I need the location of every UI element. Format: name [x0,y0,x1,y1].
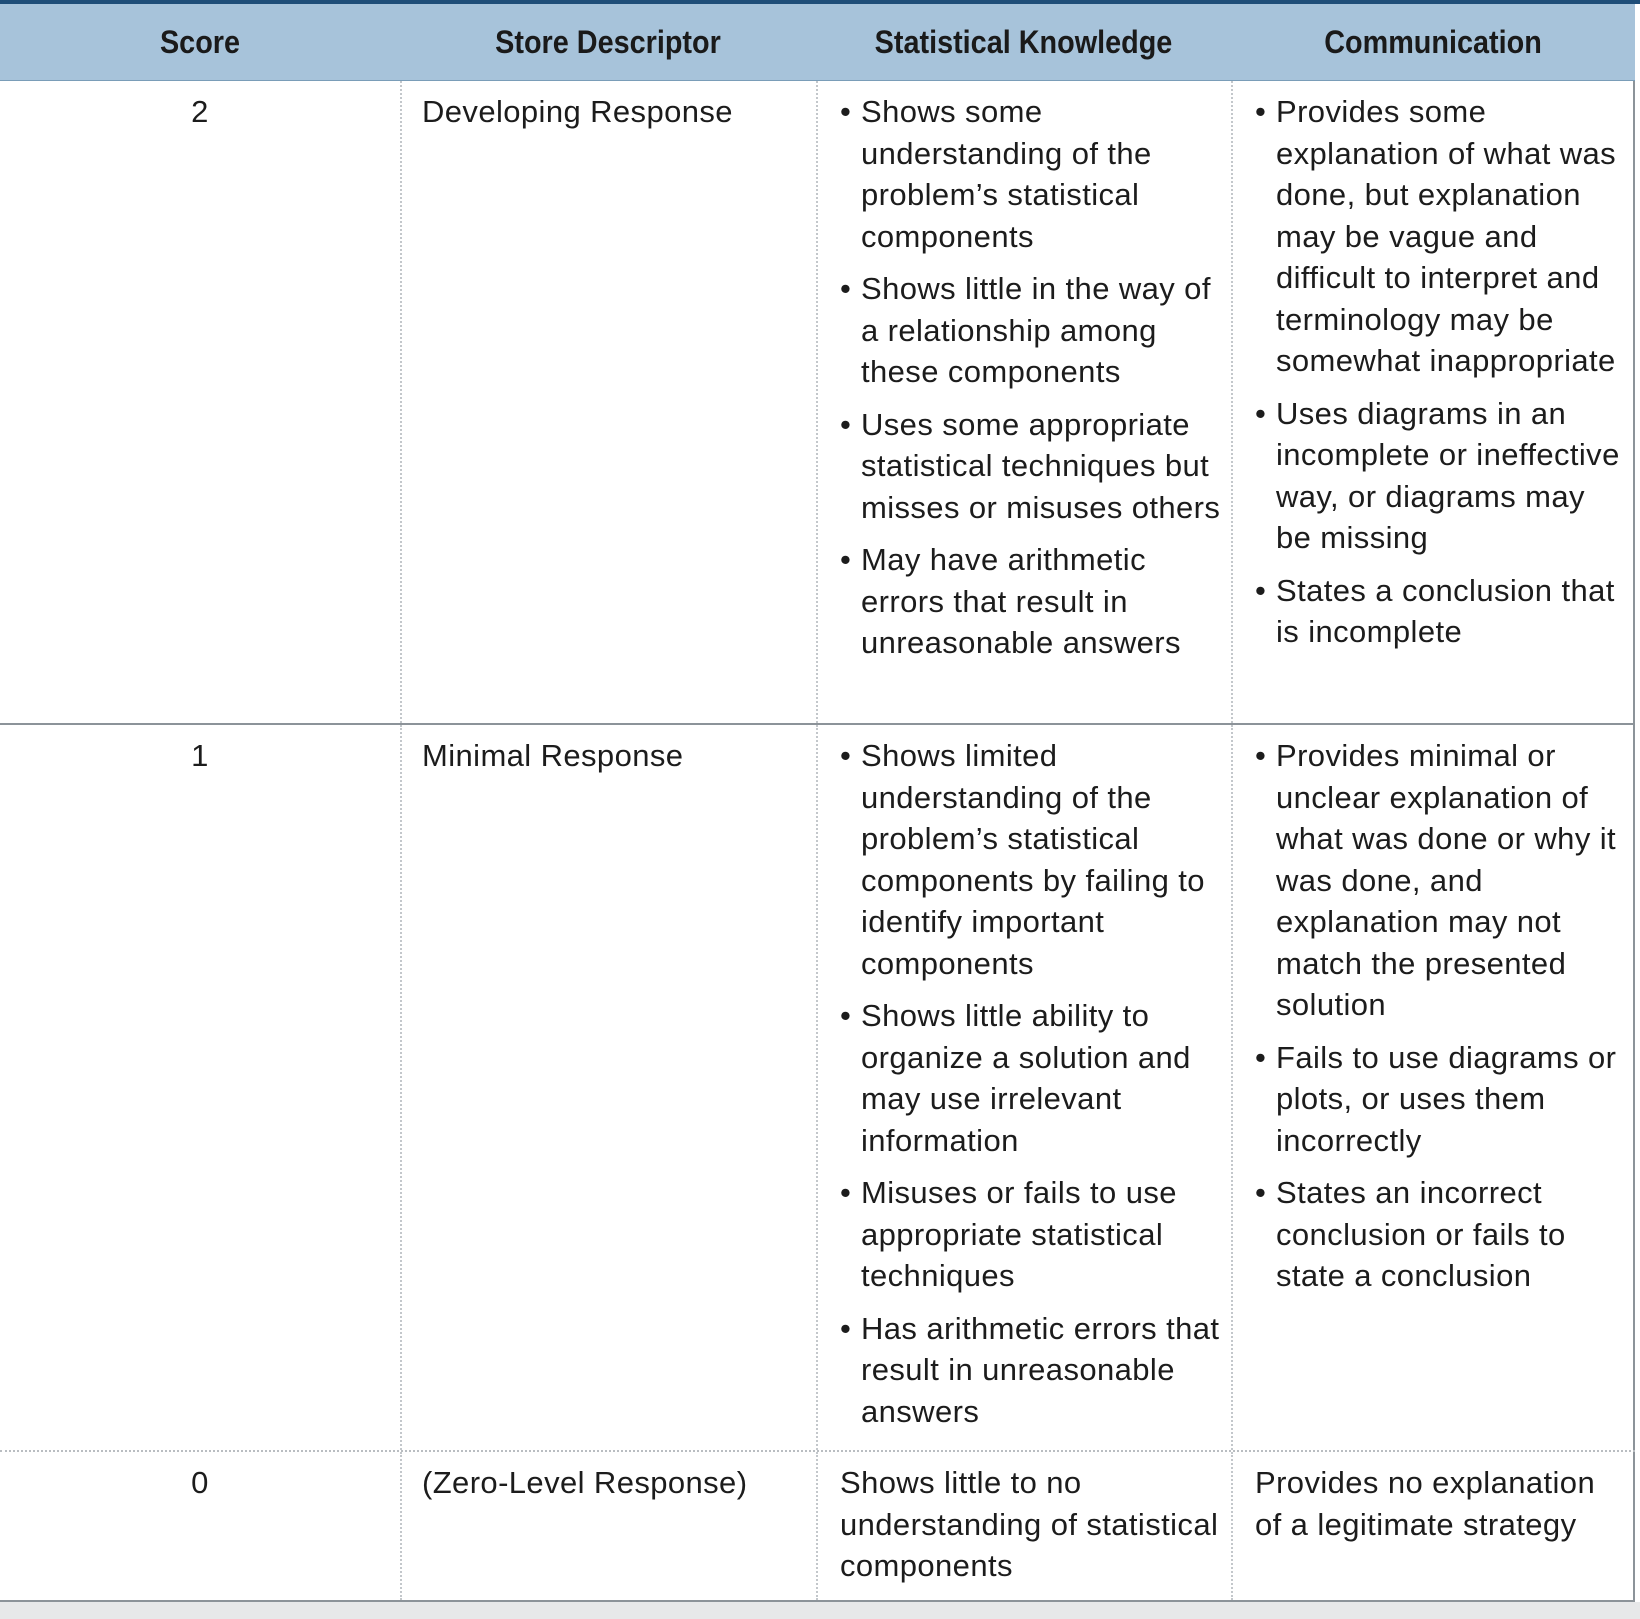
list-item: • Shows little ability to organize a solution and may use irrelevant information [840,995,1227,1161]
communication-cell [1231,1452,1635,1600]
header-communication: Communication [1324,23,1542,60]
list-item: • States an incorrect conclusion or fails to state a conclusion [1255,1172,1629,1297]
communication-cell [1231,81,1635,723]
score-cell: 2 [191,94,209,129]
list-item: • Has arithmetic errors that result in unreasonable answers [840,1308,1227,1433]
descriptor-cell: Minimal Response [400,725,816,1450]
list-item: • Misuses or fails to use appropriate statistical techniques [840,1172,1227,1297]
knowledge-cell [816,725,1231,1450]
score-cell: 1 [191,738,209,773]
list-item: • Provides minimal or unclear explanation of what was done or why it was done, and explanation may not match the presented solution [1255,735,1629,1026]
list-item: • Provides some explanation of what was done, but explanation may be vague and difficult to interpret and terminology may be somewhat inappropriate [1255,91,1629,382]
table-row [0,725,1635,1452]
list-item: • Fails to use diagrams or plots, or uses them incorrectly [1255,1037,1629,1162]
communication-cell [1231,725,1635,1450]
footer-band [0,1602,1640,1619]
table-header-row [0,4,1635,81]
list-item: • Shows limited understanding of the problem’s statistical components by failing to identify important components [840,735,1227,984]
knowledge-list [840,735,1227,1432]
header-score: Score [159,23,241,60]
communication-list [1255,91,1629,653]
communication-text: Provides no explanation of a legitimate strategy [1255,1465,1596,1542]
list-item: • States a conclusion that is incomplete [1255,570,1629,653]
knowledge-cell [816,81,1231,723]
table-row [0,81,1635,725]
knowledge-list [840,91,1227,664]
list-item: • Shows some understanding of the problem’s statistical components [840,91,1227,257]
knowledge-cell [816,1452,1231,1600]
descriptor-cell: Developing Response [400,81,816,723]
list-item: • Shows little in the way of a relationship among these components [840,268,1227,393]
score-cell: 0 [191,1465,209,1500]
list-item: • May have arithmetic errors that result in unreasonable answers [840,539,1227,664]
list-item: • Uses some appropriate statistical techniques but misses or misuses others [840,404,1227,529]
table-row [0,1452,1635,1602]
communication-list [1255,735,1629,1297]
descriptor-cell: (Zero-Level Response) [400,1452,816,1600]
header-statistical-knowledge: Statistical Knowledge [874,23,1173,60]
knowledge-text: Shows little to no understanding of statistical components [840,1465,1219,1583]
header-store-descriptor: Store Descriptor [495,23,721,60]
list-item: • Uses diagrams in an incomplete or ineffective way, or diagrams may be missing [1255,393,1629,559]
